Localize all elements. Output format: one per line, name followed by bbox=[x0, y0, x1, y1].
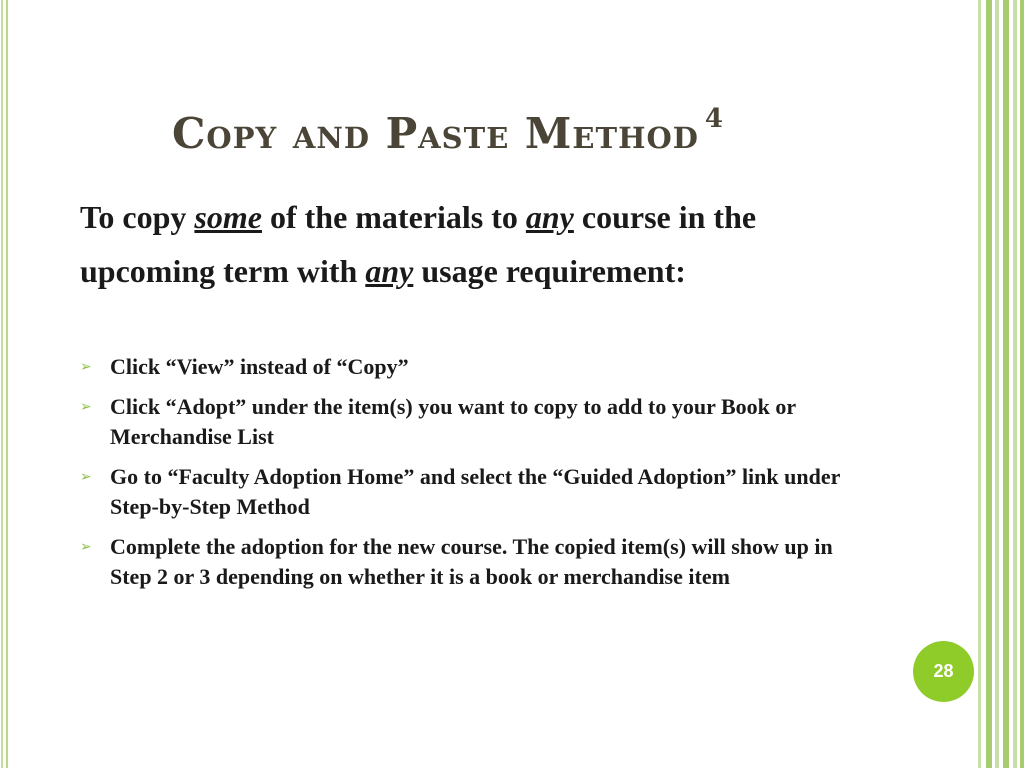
arrow-bullet-icon: ➢ bbox=[80, 359, 92, 375]
bullet-text: Go to “Faculty Adoption Home” and select the “Guided Adoption” link under Step-by-Step Method bbox=[110, 464, 840, 519]
list-item bbox=[80, 462, 870, 522]
intro-text: To copy bbox=[80, 199, 195, 235]
bullet-text: Click “Adopt” under the item(s) you want to copy to add to your Book or Merchandise List bbox=[110, 394, 796, 449]
right-border-stripe bbox=[978, 0, 981, 768]
right-border-stripe bbox=[1003, 0, 1009, 768]
right-border-stripe bbox=[1020, 0, 1024, 768]
slide-title-superscript: 4 bbox=[704, 104, 725, 134]
right-border-stripe bbox=[1013, 0, 1017, 768]
left-border-line bbox=[1, 0, 3, 768]
page-number: 28 bbox=[933, 661, 954, 681]
arrow-bullet-icon: ➢ bbox=[80, 539, 92, 555]
intro-emphasis: any bbox=[365, 253, 414, 289]
right-border-stripe bbox=[995, 0, 999, 768]
list-item bbox=[80, 352, 870, 382]
page-number-badge bbox=[913, 641, 974, 702]
bullet-text: Complete the adoption for the new course. The copied item(s) will show up in Step 2 or 3 depending on whether it is a book or merchandise item bbox=[110, 534, 833, 589]
intro-paragraph bbox=[80, 190, 880, 298]
slide-title-text: Copy and Paste Method bbox=[172, 109, 699, 158]
arrow-bullet-icon: ➢ bbox=[80, 469, 92, 485]
intro-emphasis: some bbox=[194, 199, 262, 235]
list-item bbox=[80, 532, 870, 592]
left-border-line bbox=[6, 0, 8, 768]
arrow-bullet-icon: ➢ bbox=[80, 399, 92, 415]
left-border bbox=[0, 0, 11, 768]
intro-text: course in the upcoming term with bbox=[80, 199, 757, 289]
bullet-list bbox=[80, 352, 870, 602]
intro-text: of the materials to bbox=[261, 199, 526, 235]
right-border-stripe bbox=[986, 0, 992, 768]
intro-emphasis: any bbox=[525, 199, 574, 235]
list-item bbox=[80, 392, 870, 452]
slide-title bbox=[172, 95, 872, 164]
intro-text: usage requirement: bbox=[413, 253, 686, 289]
bullet-text: Click “View” instead of “Copy” bbox=[110, 354, 409, 379]
